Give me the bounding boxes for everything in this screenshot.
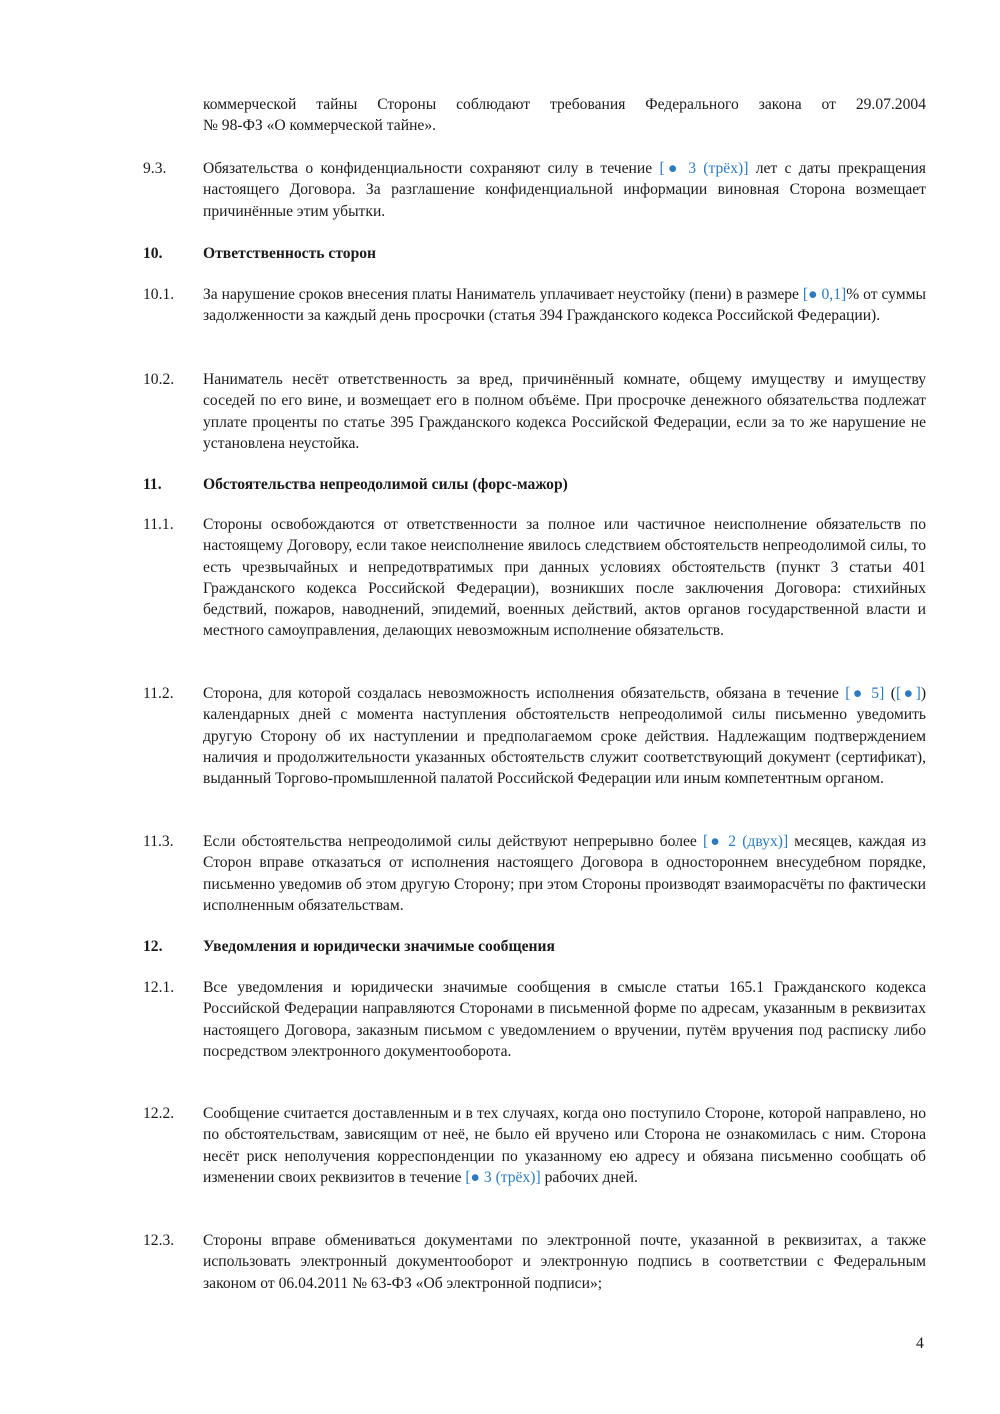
- section-number-11: 11.: [143, 476, 162, 493]
- section-title-11: Обстоятельства непреодолимой силы (форс-мажор): [203, 476, 568, 493]
- placeholder-requisites-change-days: [● 3 (трёх)]: [465, 1168, 541, 1186]
- clause-11-2-text-pre: Сторона, для которой создалась невозможность исполнения обязательств, обязана в течение: [203, 685, 846, 702]
- clause-number-12-2: 12.2.: [143, 1105, 175, 1122]
- clause-9-3-text-post: лет с даты прекращения настоящего Договора. За разглашение конфиденциальной информации виновная Сторона возмещает причинённые этим убытки.: [203, 160, 926, 220]
- clause-9-3-text-pre: Обязательства о конфиденциальности сохраняют силу в течение: [203, 160, 660, 177]
- clause-11-3: [203, 831, 926, 916]
- placeholder-notice-days-words: [●]: [895, 685, 921, 702]
- clause-10-1-text-post: % от суммы задолженности за каждый день просрочки (статья 394 Гражданского кодекса Российской Федерации).: [203, 286, 926, 325]
- clause-number-9-3: 9.3.: [143, 160, 167, 177]
- clause-10-1: [203, 284, 926, 327]
- clause-11-2-text-mid: (: [884, 685, 896, 702]
- clause-10-1-text-pre: За нарушение сроков внесения платы Наниматель уплачивает неустойку (пени) в размере: [203, 286, 803, 303]
- clause-number-11-3: 11.3.: [143, 833, 174, 850]
- clause-number-11-1: 11.1.: [143, 516, 174, 533]
- placeholder-confidentiality-term: [● 3 (трёх)]: [659, 160, 749, 177]
- intro-line-1: коммерческой тайны Стороны соблюдают требования Федерального закона от 29.07.2004: [203, 96, 926, 113]
- section-number-12: 12.: [143, 938, 163, 955]
- clause-11-1: Стороны освобождаются от ответственности за полное или частичное неисполнение обязательств по настоящему Договору, если такое неисполнение явилось следствием обстоятельств непреодолимой силы, то есть чрезвычайных и непредотвратимых при данных условиях обстоятельств (пункт 3 статьи 401 Гражданского кодекса Российской Федерации), возникших после заключения Договора: стихийных бедствий, пожаров, наводнений, эпидемий, военных действий, актов органов государственной власти и местного самоуправления, делающих невозможным исполнение обязательств.: [203, 516, 926, 640]
- clause-9-3: [203, 158, 926, 222]
- clause-11-3-text-pre: Если обстоятельства непреодолимой силы действуют непрерывно более: [203, 833, 703, 850]
- clause-12-1: Все уведомления и юридически значимые сообщения в смысле статьи 165.1 Гражданского кодекса Российской Федерации направляются Сторонами в письменной форме по адресам, указанным в реквизитах настоящего Договора, заказным письмом с уведомлением о вручении, путём вручения под расписку либо посредством электронного документооборота.: [203, 979, 926, 1060]
- section-number-10: 10.: [143, 245, 163, 262]
- clause-11-2-text-post: ) календарных дней с момента наступления обстоятельств непреодолимой силы письменно уведомить другую Сторону об их наступлении и предполагаемом сроке действия. Надлежащим подтверждением наличия и продолжительности указанных обстоятельств служит соответствующий документ (сертификат), выданный Торгово-промышленной палатой Российской Федерации или иным компетентным органом.: [203, 685, 927, 788]
- page-number: 4: [916, 1335, 924, 1352]
- clause-number-10-2: 10.2.: [143, 371, 175, 388]
- clause-number-10-1: 10.1.: [143, 286, 175, 303]
- clause-12-2: [203, 1103, 926, 1188]
- clause-number-12-3: 12.3.: [143, 1232, 175, 1249]
- clause-10-2: Наниматель несёт ответственность за вред, причинённый комнате, общему имуществу и имуществу соседей по его вине, и возмещает его в полном объёме. При просрочке денежного обязательства подлежат уплате проценты по статье 395 Гражданского кодекса Российской Федерации, если за то же нарушение не установлена неустойка.: [203, 371, 926, 452]
- placeholder-force-majeure-months: [● 2 (двух)]: [702, 833, 789, 850]
- clause-11-3-text-post: месяцев, каждая из Сторон вправе отказаться от исполнения настоящего Договора в одностороннем внесудебном порядке, письменно уведомив об этом другую Сторону; при этом Стороны производят взаиморасчёты по фактически исполненным обязательствам.: [203, 833, 926, 914]
- intro-line-2: № 98-ФЗ «О коммерческой тайне».: [203, 117, 437, 135]
- section-title-12: Уведомления и юридически значимые сообщения: [203, 938, 555, 955]
- section-title-10: Ответственность сторон: [203, 245, 377, 262]
- clause-12-2-text-pre: Сообщение считается доставленным и в тех случаях, когда оно поступило Стороне, которой направлено, но по обстоятельствам, зависящим от неё, не было ей вручено или Сторона не ознакомилась с ним. Сторона несёт риск неполучения корреспонденции по указанному ею адресу и обязана письменно сообщать об изменении своих реквизитов в течение: [203, 1105, 926, 1186]
- placeholder-notice-days: [● 5]: [845, 685, 885, 702]
- clause-12-3: Стороны вправе обмениваться документами по электронной почте, указанной в реквизитах, а также использовать электронный документооборот и электронную подпись в соответствии с Федеральным законом от 06.04.2011 № 63-ФЗ «Об электронной подписи»;: [203, 1232, 926, 1292]
- intro-paragraph: [203, 94, 926, 137]
- clause-number-11-2: 11.2.: [143, 685, 174, 702]
- placeholder-penalty-rate: [● 0,1]: [802, 286, 847, 303]
- clause-12-2-text-post: рабочих дней.: [540, 1168, 638, 1186]
- clause-11-2: [203, 683, 926, 789]
- clause-number-12-1: 12.1.: [143, 979, 175, 996]
